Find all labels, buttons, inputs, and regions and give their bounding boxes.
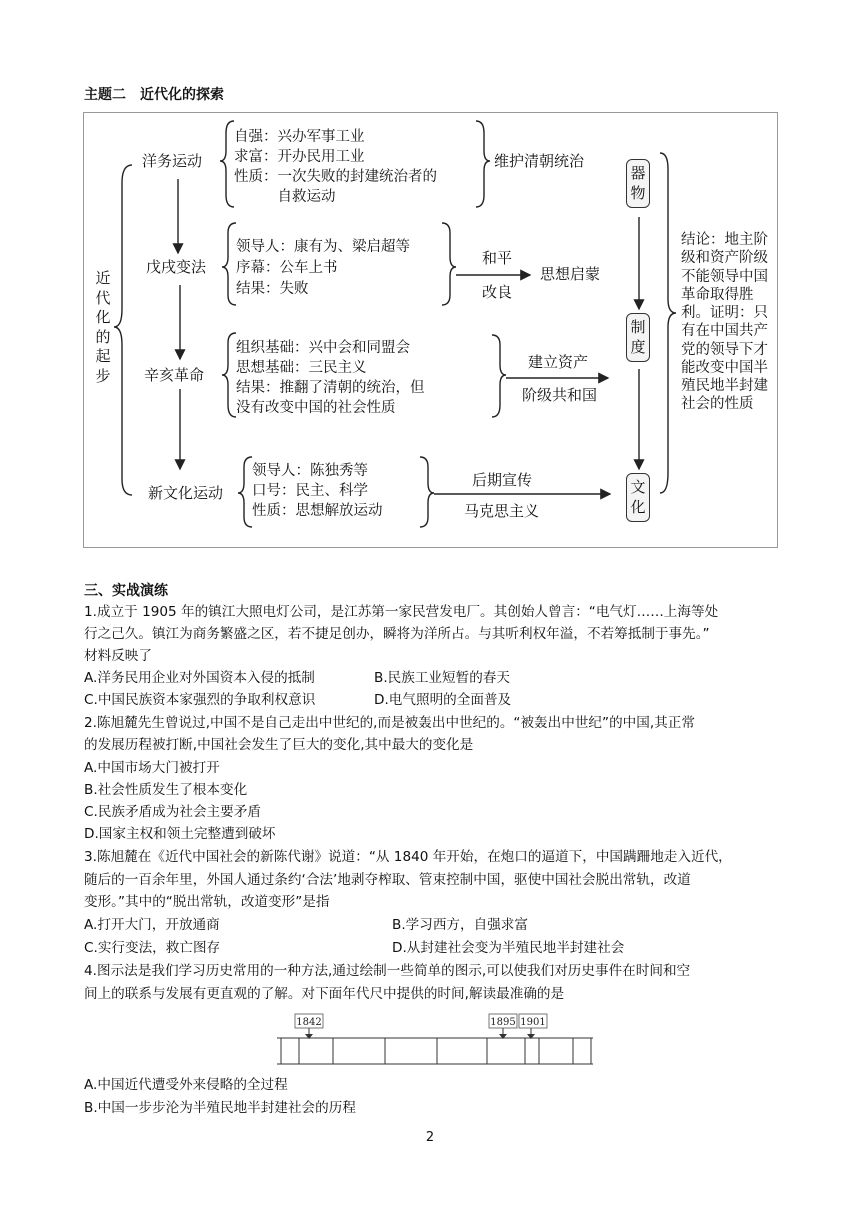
question-1-line: 材料反映了 [84, 648, 152, 664]
detail-line: 没有改变中国的社会性质 [236, 400, 396, 416]
movement-name: 辛亥革命 [144, 366, 205, 384]
level-box-zhidu [626, 313, 650, 362]
detail-line: 结果：失败 [236, 281, 309, 297]
detail-line: 性质：思想解放运动 [252, 503, 383, 519]
result-text: 和平 [482, 249, 513, 267]
result-text: 建立资产 [528, 353, 589, 371]
root-char: 代 [95, 288, 111, 307]
level-char: 器 [630, 164, 646, 182]
detail-line: 自救运动 [234, 189, 336, 205]
option-d: D.电气照明的全面普及 [374, 692, 512, 708]
question-4-line: 间上的联系与发展有更直观的了解。对下面年代尺中提供的时间,解读最准确的是 [84, 986, 565, 1002]
level-box-wenhua [626, 473, 650, 522]
level-char: 文 [630, 478, 646, 496]
movement-name: 新文化运动 [148, 484, 224, 502]
detail-line: 领导人：陈独秀等 [252, 463, 368, 479]
option-c: C.实行变法，救亡图存 [84, 940, 221, 956]
detail-line: 领导人：康有为、梁启超等 [236, 239, 410, 255]
page-number: 2 [425, 1130, 435, 1145]
result-text: 阶级共和国 [522, 386, 598, 404]
root-char: 的 [95, 327, 111, 346]
option-d: D.国家主权和领土完整遭到破坏 [84, 826, 276, 842]
root-label [94, 269, 112, 386]
detail-line: 组织基础：兴中会和同盟会 [236, 340, 410, 356]
detail-line: 序幕：公车上书 [236, 260, 338, 276]
timeline-year: 1901 [520, 1017, 546, 1028]
option-a: A.中国市场大门被打开 [84, 760, 220, 776]
root-char: 化 [95, 308, 111, 326]
timeline-year: 1842 [296, 1017, 322, 1028]
practice-heading: 三、实战演练 [84, 583, 168, 599]
level-box-qiwu [626, 159, 650, 208]
result-text: 马克思主义 [464, 502, 540, 520]
result-text: 改良 [482, 283, 513, 301]
detail-line: 性质：一次失败的封建统治者的 [234, 169, 437, 185]
section-title: 主题二 近代化的探索 [84, 87, 224, 103]
root-char: 起 [95, 347, 111, 365]
timeline-figure [277, 1008, 593, 1072]
question-3-line: 随后的一百余年里，外国人通过条约‘合法’地剥夺榨取、管束控制中国，驱使中国社会脱出常轨，改道 [84, 872, 691, 888]
question-2-line: 2.陈旭麓先生曾说过,中国不是自己走出中世纪的,而是被轰出中世纪的。“被轰出中世纪”的中国,其正常 [84, 715, 695, 731]
level-char: 物 [630, 184, 646, 203]
conclusion-text: 结论：地主阶级和资产阶级不能领导中国革命取得胜利。证明：只有在中国共产党的领导下才能改变中国半殖民地半封建社会的性质 [681, 232, 768, 413]
option-a: A.打开大门，开放通商 [84, 917, 220, 933]
option-b: B.社会性质发生了根本变化 [84, 782, 248, 798]
root-char: 步 [95, 366, 111, 385]
option-c: C.中国民族资本家强烈的争取利权意识 [84, 692, 316, 708]
level-char: 度 [630, 338, 646, 357]
option-b: B.中国一步步沦为半殖民地半封建社会的历程 [84, 1100, 356, 1116]
root-char: 近 [95, 269, 111, 287]
result-text: 维护清朝统治 [494, 152, 585, 170]
detail-line: 求富：开办民用工业 [234, 149, 365, 165]
detail-line: 思想基础：三民主义 [236, 360, 367, 376]
question-3-line: 3.陈旭麓在《近代中国社会的新陈代谢》说道：“从 1840 年开始，在炮口的逼道下，中国蹒跚地走入近代， [84, 849, 732, 865]
question-3-line: 变形。”其中的“脱出常轨，改道变形”是指 [84, 894, 330, 910]
detail-line: 口号：民主、科学 [252, 483, 368, 499]
detail-line: 自强：兴办军事工业 [234, 129, 365, 145]
option-c: C.民族矛盾成为社会主要矛盾 [84, 804, 261, 820]
question-1-line: 1.成立于 1905 年的镇江大照电灯公司，是江苏第一家民营发电厂。其创始人曾言：“电气灯……上海等处 [84, 604, 719, 620]
question-1-line: 行之己久。镇江为商务繁盛之区，若不捷足创办，瞬将为洋所占。与其听利权年溢，不若筹抵制于事先。” [84, 626, 710, 642]
level-char: 化 [630, 498, 646, 517]
option-d: D.从封建社会变为半殖民地半封建社会 [392, 940, 625, 956]
level-char: 制 [630, 318, 646, 336]
detail-line: 结果：推翻了清朝的统治，但 [236, 380, 425, 396]
option-a: A.中国近代遭受外来侵略的全过程 [84, 1077, 288, 1093]
option-a: A.洋务民用企业对外国资本入侵的抵制 [84, 670, 315, 686]
movement-name: 戊戌变法 [146, 258, 207, 276]
question-4-line: 4.图示法是我们学习历史常用的一种方法,通过绘制一些简单的图示,可以使我们对历史事件在时间和空 [84, 963, 691, 979]
option-b: B.民族工业短暂的春天 [374, 670, 510, 686]
concept-map [83, 112, 778, 548]
result-text: 后期宣传 [472, 471, 533, 489]
option-b: B.学习西方，自强求富 [392, 917, 528, 933]
movement-name: 洋务运动 [142, 152, 203, 170]
question-2-line: 的发展历程被打断,中国社会发生了巨大的变化,其中最大的变化是 [84, 737, 474, 753]
timeline-ruler [277, 1008, 593, 1072]
result-text: 思想启蒙 [540, 265, 601, 283]
timeline-year: 1895 [490, 1017, 516, 1028]
